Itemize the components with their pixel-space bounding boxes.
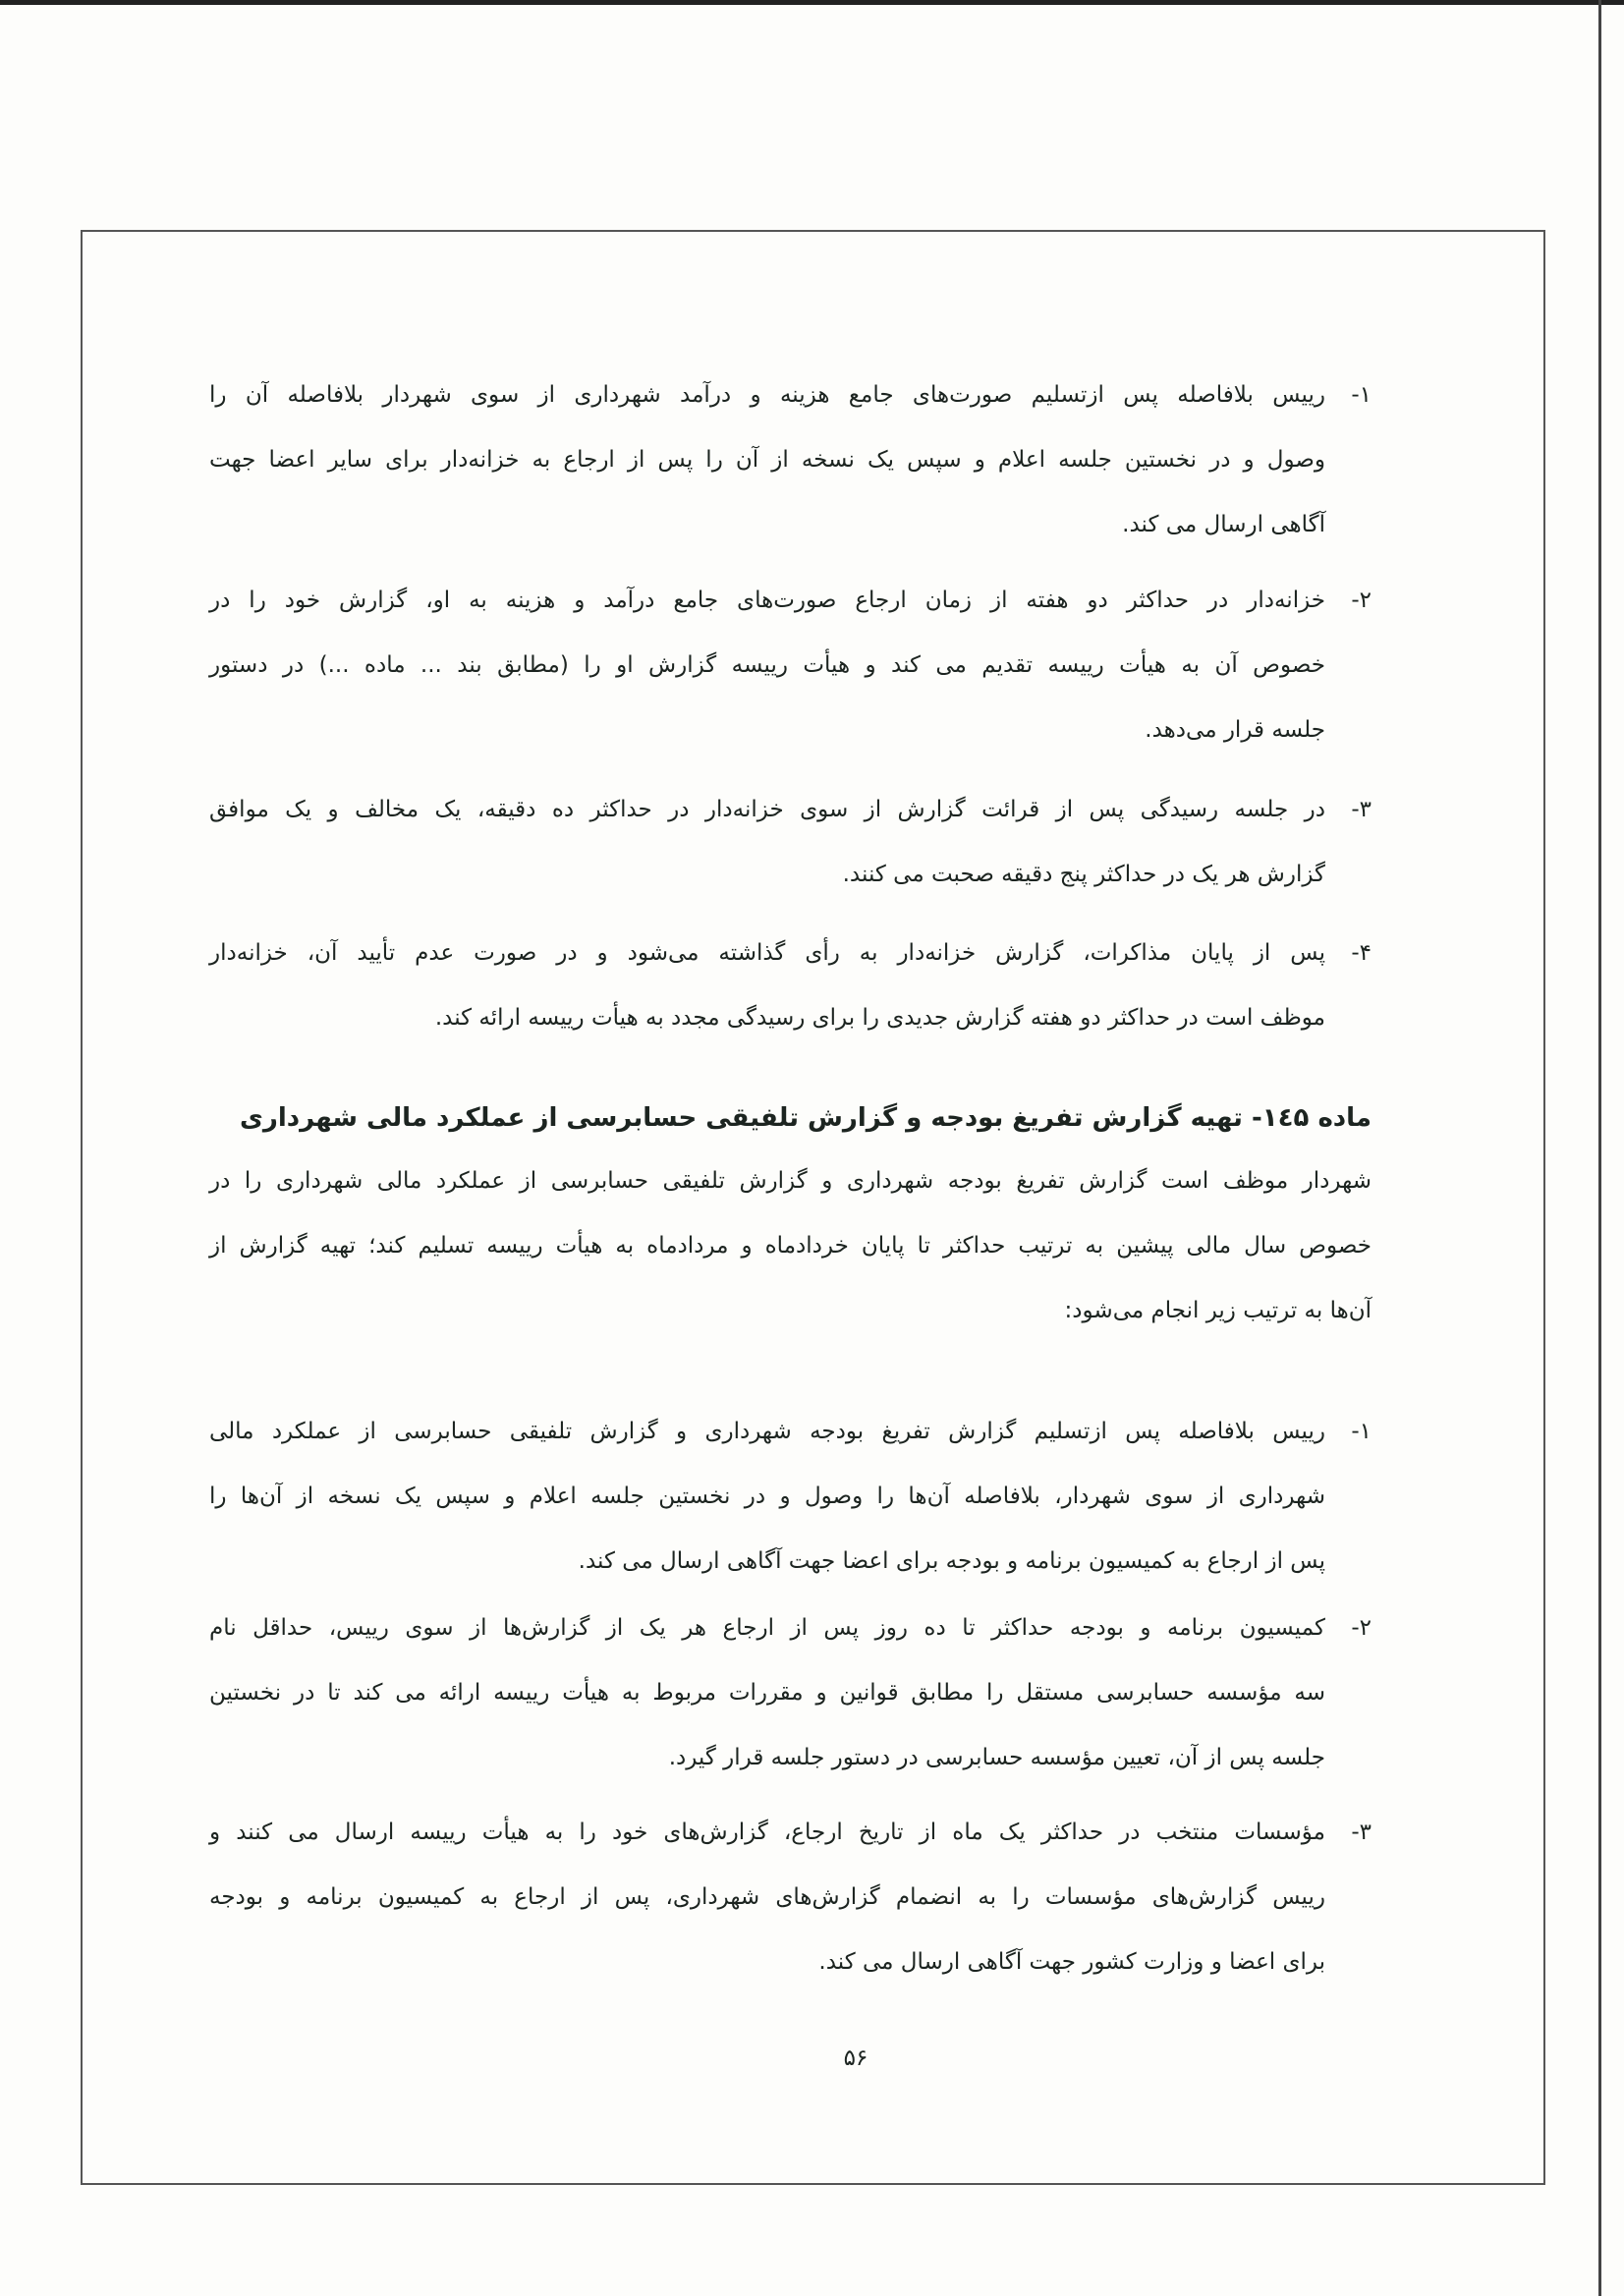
item-line: خزانه‌دار در حداکثر دو هفته از زمان ارجاع صورت‌های جامع درآمد و هزینه به او، گزارش خود را در <box>209 588 1325 613</box>
item-line: رییس بلافاصله پس ازتسلیم صورت‌های جامع هزینه و درآمد شهرداری از سوی شهردار بلافاصله آن را <box>209 382 1325 408</box>
item-number: ۱- <box>1351 1419 1372 1444</box>
list-item <box>209 1399 1372 1594</box>
list-item <box>209 568 1372 762</box>
item-line: موظف است در حداکثر دو هفته گزارش جدیدی را برای رسیدگی مجدد به هیأت رییسه ارائه کند. <box>434 1005 1325 1031</box>
item-line: وصول و در نخستین جلسه اعلام و سپس یک نسخه از آن را پس از ارجاع به خزانه‌دار برای سایر اعضا جهت <box>209 447 1325 473</box>
paragraph-line: آن‌ها به ترتیب زیر انجام می‌شود: <box>1064 1298 1372 1323</box>
item-line: جلسه قرار می‌دهد. <box>1145 717 1325 743</box>
scan-edge-right <box>1598 0 1601 2296</box>
item-number: ۳- <box>1351 1820 1372 1845</box>
item-number: ۱- <box>1351 382 1372 408</box>
item-number: ۲- <box>1351 1615 1372 1641</box>
scan-edge-top <box>0 0 1624 5</box>
item-line: برای اعضا و وزارت کشور جهت آگاهی ارسال می کند. <box>818 1949 1325 1975</box>
item-line: کمیسیون برنامه و بودجه حداکثر تا ده روز پس از ارجاع هر یک از گزارش‌ها از سوی رییس، حداقل نام <box>209 1615 1325 1641</box>
item-line: پس از پایان مذاکرات، گزارش خزانه‌دار به رأی گذاشته می‌شود و در صورت عدم تأیید آن، خزانه‌دار <box>209 940 1325 966</box>
item-line: مؤسسات منتخب در حداکثر یک ماه از تاریخ ارجاع، گزارش‌های خود را به هیأت رییسه ارسال می کنند و <box>209 1820 1325 1845</box>
article-paragraph <box>209 1148 1372 1343</box>
list-item <box>209 1800 1372 1994</box>
item-line: سه مؤسسه حسابرسی مستقل را مطابق قوانین و مقررات مربوط به هیأت رییسه ارائه می کند تا در نخستین <box>209 1680 1325 1706</box>
item-line: در جلسه رسیدگی پس از قرائت گزارش از سوی خزانه‌دار در حداکثر ده دقیقه، یک مخالف و یک موافق <box>209 797 1325 822</box>
item-number: ۳- <box>1351 797 1372 822</box>
item-number: ۲- <box>1351 588 1372 613</box>
article-heading: ماده ۱٤۵- تهیه گزارش تفریغ بودجه و گزارش تلفیقی حسابرسی از عملکرد مالی شهرداری <box>240 1103 1372 1133</box>
item-line: خصوص آن به هیأت رییسه تقدیم می کند و هیأت رییسه گزارش او را (مطابق بند ... ماده ...) در دستور <box>209 652 1325 678</box>
page-number: ۵۶ <box>843 2045 868 2071</box>
paragraph-line: شهردار موظف است گزارش تفریغ بودجه شهرداری و گزارش تلفیقی حسابرسی از عملکرد مالی شهرداری را در <box>209 1168 1372 1194</box>
item-line: رییس بلافاصله پس ازتسلیم گزارش تفریغ بودجه شهرداری و گزارش تلفیقی حسابرسی از عملکرد مالی <box>209 1419 1325 1444</box>
item-line: شهرداری از سوی شهردار، بلافاصله آن‌ها را وصول و در نخستین جلسه اعلام و سپس یک نسخه از آن‌ها را <box>209 1484 1325 1509</box>
item-line: آگاهی ارسال می کند. <box>1122 512 1325 537</box>
item-line: رییس گزارش‌های مؤسسات را به انضمام گزارش‌های شهرداری، پس از ارجاع به کمیسیون برنامه و بودجه <box>209 1884 1325 1910</box>
list-item <box>209 363 1372 557</box>
list-item <box>209 921 1372 1050</box>
item-number: ۴- <box>1351 940 1372 966</box>
list-item <box>209 1596 1372 1790</box>
list-item <box>209 777 1372 907</box>
item-line: گزارش هر یک در حداکثر پنج دقیقه صحبت می کنند. <box>842 862 1325 887</box>
item-line: جلسه پس از آن، تعیین مؤسسه حسابرسی در دستور جلسه قرار گیرد. <box>668 1745 1325 1770</box>
paragraph-line: خصوص سال مالی پیشین به ترتیب حداکثر تا پایان خردادماه و مردادماه به هیأت رییسه تسلیم کند؛ تهیه گزارش از <box>209 1233 1372 1259</box>
item-line: پس از ارجاع به کمیسیون برنامه و بودجه برای اعضا جهت آگاهی ارسال می کند. <box>578 1548 1325 1574</box>
